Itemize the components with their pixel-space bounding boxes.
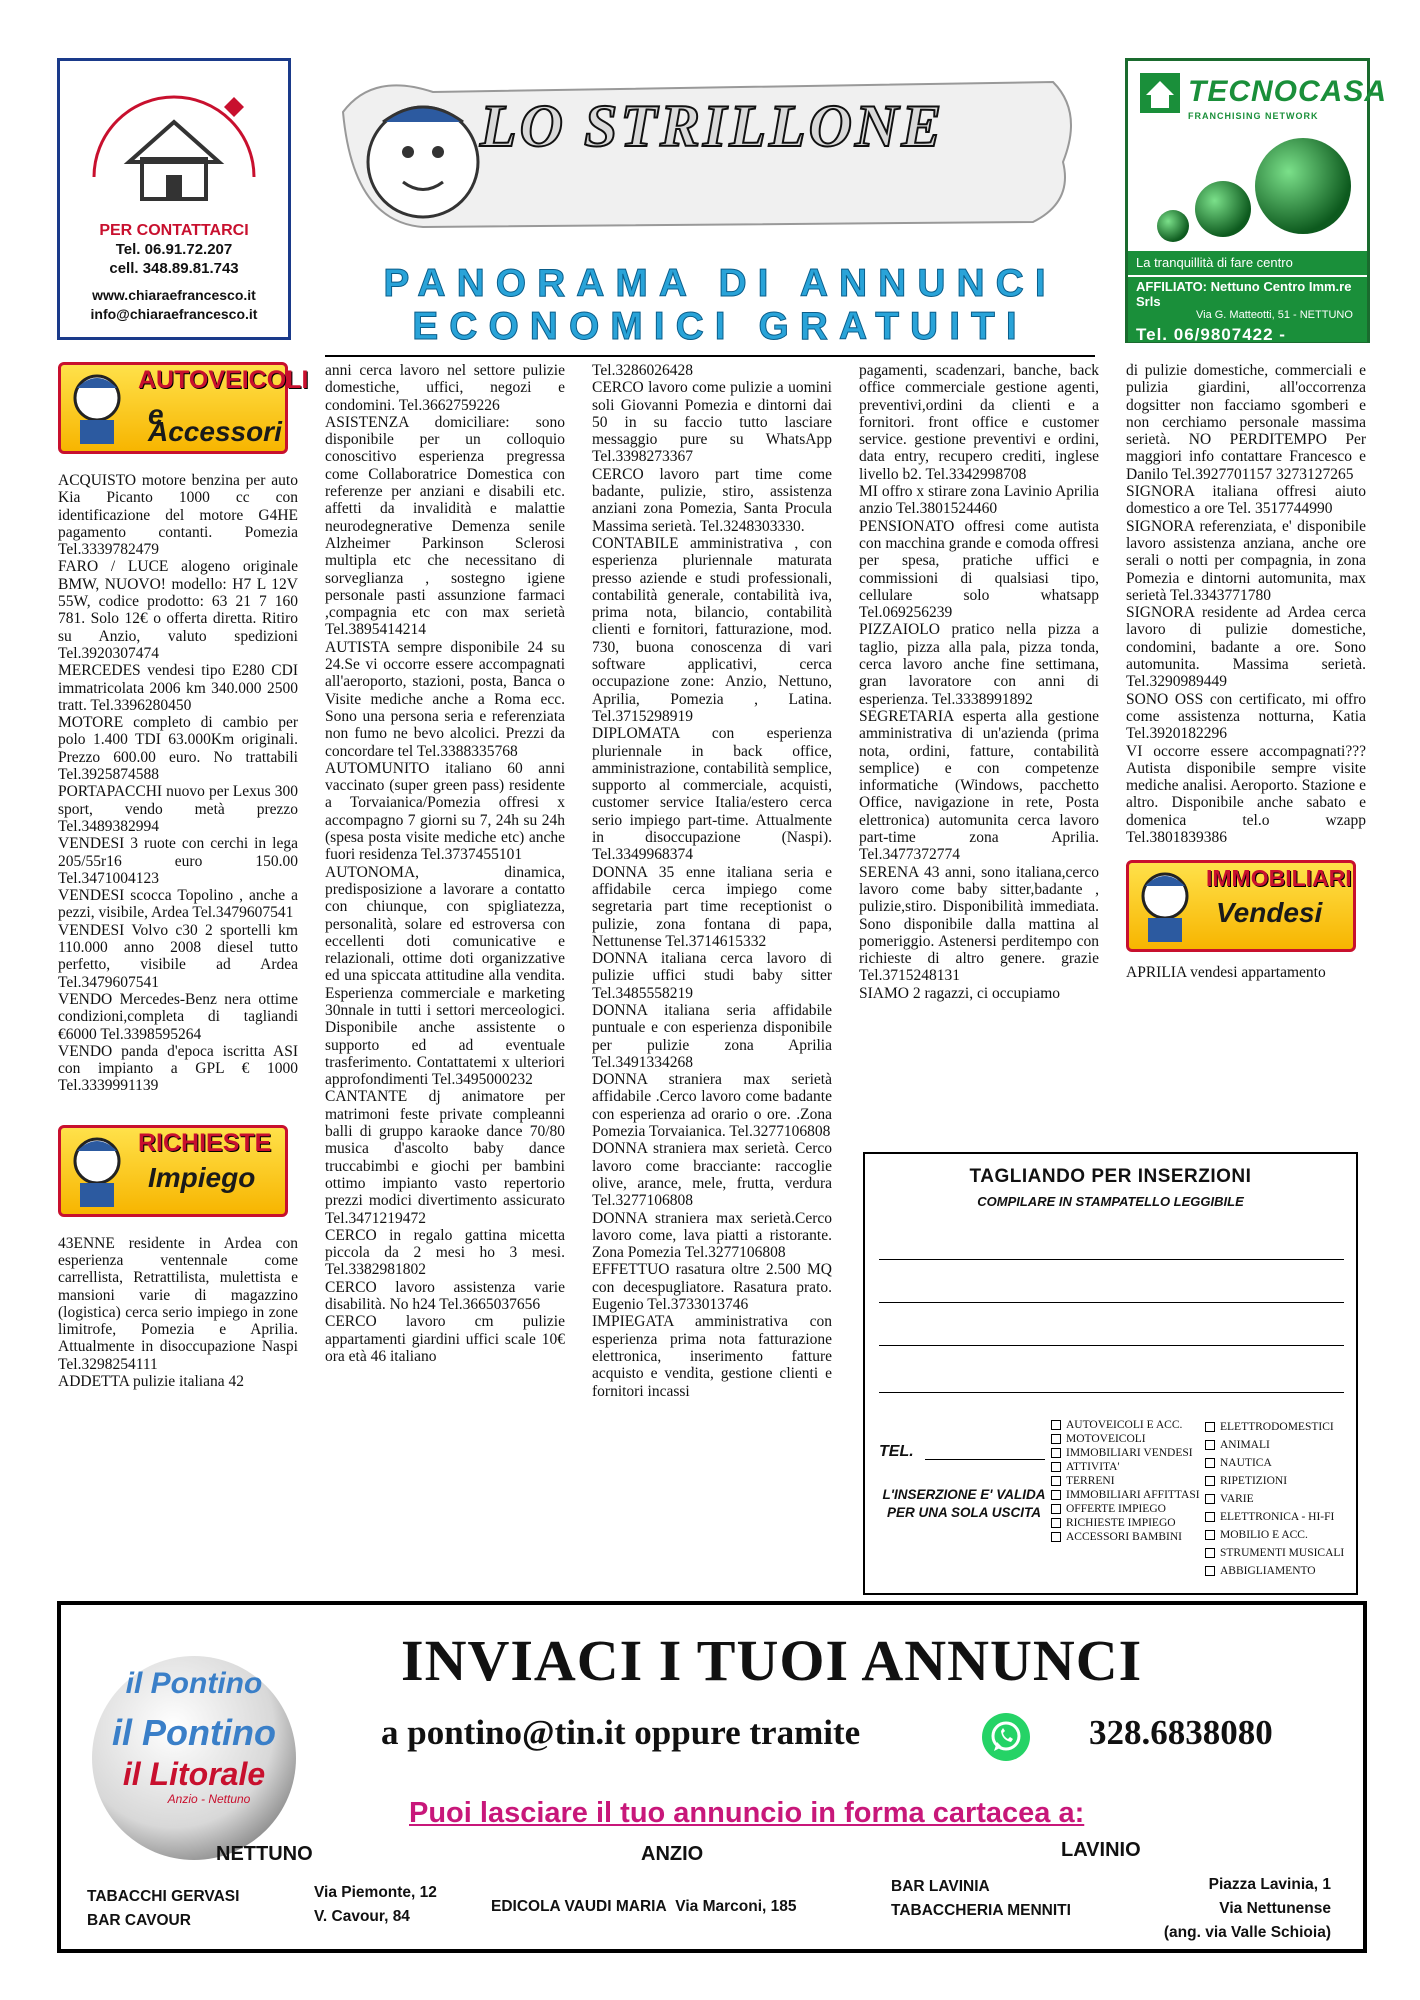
chiara-cell: cell. 348.89.81.743 (109, 260, 239, 277)
section-header-autoveicoli (58, 362, 309, 454)
mascot-icon (62, 368, 132, 448)
ball-text: il Pontino (112, 1712, 276, 1753)
city-lavinio: LAVINIO (1061, 1839, 1141, 1861)
category-checkbox[interactable]: ANIMALI (1205, 1436, 1344, 1454)
section-title: IMMOBILIARI (1206, 865, 1352, 892)
tecnocasa-house-icon (1138, 71, 1182, 115)
category-checkbox[interactable]: ACCESSORI BAMBINI (1051, 1530, 1200, 1544)
ad-item: DONNA italiana seria affidabile puntuale e con esperienza disponibile per pulizie zona Aprilia Tel.3491334268 (592, 1001, 832, 1071)
category-checkbox[interactable]: MOTOVEICOLI (1051, 1432, 1200, 1446)
ad-item: CERCO lavoro cm pulizie appartamenti giardini uffici scale 10€ ora età 46 italiano (325, 1313, 565, 1365)
section-header-richieste (58, 1125, 298, 1217)
ad-item: AUTONOMA, dinamica, predisposizione a lavorare a contatto con chiunque, con spigliatezza, personalità, solare ed estroversa con eccellenti doti comunicative e relazionali, ottime doti organizzative ed una spiccata attitudine alla vendita. Esperienza commerciale e marketing 30nnale in tutti i settori merceologici. Disponibile anche assistente o supporto ed ad eventuale trasferimento. Contattatemi x ulteriori approfondimenti Tel.3495000232 (325, 863, 565, 1089)
footer-cartacea: Puoi lasciare il tuo annuncio in forma cartacea a: (409, 1797, 1085, 1829)
ad-item: AUTISTA sempre disponibile 24 su 24.Se vi occorre essere accompagnati all'aeroporto, stazioni, posta, Banca o Visite mediche anche a Roma ecc. Sono una persona seria e referenziata non fumo ne bevo alcolici. Prezzi da concordare tel Tel.3388335768 (325, 638, 565, 760)
coupon-note: L'INSERZIONE E' VALIDA PER UNA SOLA USCITA (882, 1487, 1046, 1520)
category-checkbox[interactable]: RIPETIZIONI (1205, 1472, 1344, 1490)
ad-item: CERCO lavoro come pulizie a uomini soli Giovanni Pomezia e dintorni dai 50 in su faccio tutto lasciare messaggio pure su WhatsApp Tel.3398273367 (592, 379, 832, 466)
ad-item: CERCO lavoro assistenza varie disabilità. No h24 Tel.3665037656 (325, 1278, 565, 1314)
footer-banner (57, 1601, 1367, 1953)
ad-item: VENDESI 3 ruote con cerchi in lega 205/55r16 euro 150.00 Tel.3471004123 (58, 835, 298, 887)
category-checkbox[interactable]: IMMOBILIARI VENDESI (1051, 1446, 1200, 1460)
ad-item: ADDETTA pulizie italiana 42 (58, 1373, 244, 1391)
column-5 (1126, 362, 1366, 982)
ad-item: MI offro x stirare zona Lavinio Aprilia anzio Tel.3801524460 (859, 483, 1099, 518)
subtitle-line2: ECONOMICI GRATUITI (412, 305, 1028, 348)
ad-item: SIGNORA italiana offresi aiuto domestico a ore Tel. 3517744990 (1126, 483, 1366, 518)
mascot-icon (62, 1131, 132, 1211)
ad-item: SEGRETARIA esperta alla gestione amministrativa di un'azienda (prima nota, ordini, fatture, contabilità semplice) e con competenze informatiche (Windows, pacchetto Office, navigazione in rete, Posta elettronica) automunita cerca lavoro part-time zona Aprilia. Tel.3477372774 (859, 707, 1099, 864)
ad-item: EFFETTUO rasatura oltre 2.500 MQ con decespugliatore. Rasatura prato. Eugenio Tel.3733013746 (592, 1261, 832, 1314)
section-header-immobiliari (1126, 860, 1366, 952)
lavinio-addresses: Piazza Lavinia, 1 Via Nettunense (ang. via Valle Schioia) (1163, 1876, 1331, 1941)
coupon-tel-label: TEL. (879, 1443, 914, 1460)
category-checkbox[interactable]: IMMOBILIARI AFFITTASI (1051, 1488, 1200, 1502)
nettuno-shops: TABACCHI GERVASI BAR CAVOUR (87, 1888, 240, 1929)
coupon-categories-right (1205, 1418, 1344, 1580)
footer-phone[interactable]: 328.6838080 (1089, 1713, 1273, 1752)
tecnocasa-affiliato: AFFILIATO: Nettuno Centro Imm.re Srls (1136, 279, 1352, 309)
ad-item: PORTAPACCHI nuovo per Lexus 300 sport, vendo metà prezzo Tel.3489382994 (58, 783, 298, 835)
category-checkbox[interactable]: TERRENI (1051, 1474, 1200, 1488)
tecnocasa-address: Via G. Matteotti, 51 - NETTUNO (1196, 309, 1353, 321)
category-checkbox[interactable]: RICHIESTE IMPIEGO (1051, 1516, 1200, 1530)
ball-text: Anzio - Nettuno (167, 1792, 251, 1806)
tecnocasa-phones: Tel. 06/9807422 - 06/9808026 (1136, 325, 1286, 364)
coupon-write-line[interactable] (879, 1302, 1344, 1303)
city-nettuno: NETTUNO (216, 1843, 313, 1865)
coupon-write-line[interactable] (879, 1392, 1344, 1393)
ad-item: CERCO in regalo gattina micetta piccola da 2 mesi ho 3 mesi. Tel.3382981802 (325, 1226, 565, 1279)
chiara-francesco-logo (74, 67, 274, 217)
coupon-categories-left (1051, 1418, 1200, 1544)
ad-item: APRILIA vendesi appartamento (1126, 964, 1326, 982)
category-checkbox[interactable]: OFFERTE IMPIEGO (1051, 1502, 1200, 1516)
ad-item: DONNA italiana cerca lavoro di pulizie uffici studi baby sitter Tel.3485558219 (592, 950, 832, 1002)
ad-item: SERENA 43 anni, sono italiana,cerco lavoro come baby sitter,badante , pulizie,stiro. Disponibilità immediata. Sono disponibile dalla mattina al pomeriggio. Astenersi perditempo con richieste di altro genere. grazie Tel.3715248131 (859, 863, 1099, 985)
section-title: RICHIESTE (138, 1128, 272, 1157)
ad-item: MOTORE completo di cambio per polo 1.400 TDI 63.000Km originali. Prezzo 600.00 euro. No trattabili Tel.3925874588 (58, 714, 298, 784)
ad-item: PIZZAIOLO pratico nella pizza a taglio, pizza alla pala, pizza tonda, cerca lavoro anche fine settimana, gran lavoratore con anni di esperienza. Tel.3338991892 (859, 621, 1099, 708)
ad-item: 43ENNE residente in Ardea con esperienza ventennale come carrellista, Retrattilista, mulettista e mansioni varie di magazzino (logistica) cerca serio impiego in zone limitrofe, Pomezia e Aprilia. Attualmente in disoccupazione Naspi Tel.3298254111 (58, 1234, 298, 1373)
ad-item: di pulizie domestiche, commerciali e pulizia giardini, all'occorrenza dogsitter non facciamo sgomberi e non cerchiamo personale massima serietà. NO PERDITEMPO Per maggiori info contattare Francesco e Danilo Tel.3927701157 3273127265 (1126, 362, 1366, 483)
category-checkbox[interactable]: MOBILIO E ACC. (1205, 1526, 1344, 1544)
ad-item: DONNA straniera max serietà.Cerco lavoro come, lava piatti a ristorante. Zona Pomezia Tel.3277106808 (592, 1209, 832, 1262)
masthead-subtitle (360, 262, 1080, 348)
chiara-website[interactable]: www.chiaraefrancesco.it (92, 287, 256, 303)
masthead-title: LO STRILLONE (480, 93, 945, 159)
ad-item: Tel.3286026428 (592, 362, 693, 379)
ad-item: DONNA 35 enne italiana seria e affidabile cerca impiego come segretaria part time receptionist o pulizie, zona fontana di papa, Nettunense Tel.3714615332 (592, 863, 832, 950)
chiara-email[interactable]: info@chiaraefrancesco.it (90, 306, 258, 322)
mascot-icon (1130, 866, 1200, 946)
ad-item: VENDO Mercedes-Benz nera ottime condizioni,completa di tagliandi €6000 Tel.3398595264 (58, 990, 298, 1043)
ad-item: CANTANTE dj animatore per matrimoni feste private compleanni balli di gruppo karaoke dance 70/80 musica d'ascolto baby dance truccabimbi e giochi per bambini ottimo impianto vasto repertorio prezzi modici divertimento assicurato Tel.3471219472 (325, 1088, 565, 1227)
anzio-shop: EDICOLA VAUDI MARIA Via Marconi, 185 (491, 1898, 797, 1915)
column-3 (592, 362, 832, 1400)
ad-item: ASISTENZA domiciliare: sono disponibile per un colloquio conoscitivo esperienza pregressa come Collaboratrice Domestica con referenze per anziani e disabili etc. affetti da invalidità e malattie neurodegnerative Demenza senile Alzheimer Parkinson Sclerosi multipla etc che necessitano di sorveglianza , sostegno igiene personale pasti assunzione farmaci ,compagnia etc con max serietà Tel.3895414214 (325, 413, 565, 639)
ad-item: IMPIEGATA amministrativa con esperienza prima nota fatturazione elettronica, inserimento fatture acquisto e vendita, gestione clienti e fornitori incassi (592, 1313, 832, 1400)
ad-item: VI occorre essere accompagnati??? Autista disponibile sempre visite mediche analisi. Aeroporto. Stazione e altro. Disponibile anche sabato e domenica tel.o wzapp Tel.3801839386 (1126, 742, 1366, 847)
ad-item: ACQUISTO motore benzina per auto Kia Picanto 1000 cc con identificazione del motore G4HE pagamento contanti. Pomezia Tel.3339782479 (58, 472, 298, 559)
footer-email-line[interactable]: a pontino@tin.it oppure tramite (381, 1713, 861, 1752)
header-rule (325, 355, 1095, 357)
ad-item: DIPLOMATA con esperienza pluriennale in back office, amministrazione, contabilità semplice, supporto al commerciale, acquisti, customer service Italia/estero cerca serio impiego part-time. Attualmente in disoccupazione (Naspi). Tel.3349968374 (592, 725, 832, 864)
section-subtitle: Impiego (148, 1161, 256, 1193)
ad-item: SONO OSS con certificato, mi offro come assistenza notturna, Katia Tel.3920182296 (1126, 690, 1366, 743)
ad-item: SIAMO 2 ragazzi, ci occupiamo (859, 984, 1061, 1002)
coupon-write-line[interactable] (879, 1345, 1344, 1346)
section-title: AUTOVEICOLI (138, 366, 309, 394)
coupon-tel-field[interactable] (925, 1459, 1045, 1460)
ad-item: SIGNORA residente ad Ardea cerca lavoro di pulizie domestiche, condomini, badante a ore. Sono automunita. Massima serietà. Tel.3290989449 (1126, 604, 1366, 691)
ad-item: PENSIONATO offresi come autista con macchina grande e comoda offresi per spesa, pratiche uffici e commissioni di qualsiasi tipo, cellulare solo whatsapp Tel.069256239 (859, 517, 1099, 622)
city-anzio: ANZIO (641, 1843, 704, 1865)
coupon-title: TAGLIANDO PER INSERZIONI (969, 1166, 1252, 1187)
ad-item: SIGNORA referenziata, e' disponibile lavoro assistenza anziana, anche ore serali o notti per compagnia, in zona Pomezia e dintorni automunita, max serietà Tel.3343771780 (1126, 517, 1366, 604)
category-checkbox[interactable]: ELETTRODOMESTICI (1205, 1418, 1344, 1436)
ad-item: CONTABILE amministrativa , con esperienza pluriennale maturata presso aziende e studi professionali, contabilità generale, contabilità iva, prima nota, bilancio, contabilità clienti e fornitori, fatturazione, mod. 730, buona conoscenza di vari software applicativi, cerca occupazione zone: Anzio, Nettuno, Aprilia, Pomezia , Latina. Tel.3715298919 (592, 534, 832, 725)
category-checkbox[interactable]: ABBIGLIAMENTO (1205, 1562, 1344, 1580)
ad-item: VENDESI scocca Topolino , anche a pezzi, visibile, Ardea Tel.3479607541 (58, 887, 298, 922)
column-1 (58, 362, 309, 1391)
column-4 (859, 362, 1099, 1002)
contact-label: PER CONTATTARCI (99, 222, 249, 239)
ball-text: il Litorale (122, 1756, 266, 1792)
tecnocasa-brand: TECNOCASA (1188, 75, 1388, 108)
ad-item: VENDESI Volvo c30 2 sportelli km 110.000 anno 2008 diesel tutto perfetto, visibile ad Ardea Tel.3479607541 (58, 921, 298, 991)
ad-item: anni cerca lavoro nel settore pulizie domestiche, uffici, negozi e condomini. Tel.3662759226 (325, 362, 565, 414)
section-subtitle: Vendesi (1216, 897, 1323, 929)
nettuno-addresses: Via Piemonte, 12 V. Cavour, 84 (314, 1884, 437, 1925)
tecnocasa-motto: La tranquillità di fare centro (1128, 251, 1367, 275)
category-checkbox[interactable]: NAUTICA (1205, 1454, 1344, 1472)
tecnocasa-sub: FRANCHISING NETWORK (1188, 111, 1319, 121)
ad-item: pagamenti, scadenzari, banche, back office commerciale gestione agenti, preventivi,ordini da clienti e a fornitori. front office e customer service. gestione preventivi e ordini, data entry, recupero crediti, inglese livello b2. Tel.3342998708 (859, 362, 1099, 483)
ad-item: FARO / LUCE alogeno originale BMW, NUOVO! modello: H7 L 12V 55W, codice prodotto: 63 21 7 160 781. Solo 12€ o offerta diretta. Ritiro su Anzio, valuto spedizioni Tel.3920307474 (58, 558, 298, 662)
green-balls-icon (1128, 131, 1373, 251)
coupon-subtitle: COMPILARE IN STAMPATELLO LEGGIBILE (977, 1194, 1244, 1209)
ad-item: AUTOMUNITO italiano 60 anni vaccinato (super green pass) residente a Torvaianica/Pomezia offresi x accompagno 7 giorni su 7, 24h su 24h (spesa posta visite mediche etc) anche fuori residenza Tel.3737455101 (325, 759, 565, 864)
il-pontino-ball-logo (89, 1653, 299, 1863)
category-checkbox[interactable]: AUTOVEICOLI E ACC. (1051, 1418, 1200, 1432)
chiara-francesco-ad (57, 58, 291, 340)
section-subtitle: e Accessori (148, 399, 282, 448)
category-checkbox[interactable]: VARIE (1205, 1490, 1344, 1508)
ad-item: DONNA straniera max serietà affidabile .Cerco lavoro come badante con esperienza ad orario o ore. .Zona Pomezia Torvaianica. Tel.3277106808 (592, 1071, 832, 1141)
column-2 (325, 362, 565, 1365)
chiara-tel: Tel. 06.91.72.207 (115, 241, 233, 258)
lavinio-shops: BAR LAVINIA TABACCHERIA MENNITI (891, 1878, 1071, 1919)
ad-item: DONNA straniera max serietà. Cerco lavoro come bracciante: raccoglie olive, arance, mele, frutta, verdura Tel.3277106808 (592, 1140, 832, 1210)
tecnocasa-ad (1125, 58, 1388, 364)
category-checkbox[interactable]: ATTIVITA' (1051, 1460, 1200, 1474)
insertion-coupon (863, 1152, 1358, 1595)
category-checkbox[interactable]: STRUMENTI MUSICALI (1205, 1544, 1344, 1562)
strillone-mascot-icon (368, 107, 478, 217)
ad-item: MERCEDES vendesi tipo E280 CDI immatricolata 2006 km 340.000 2500 tratt. Tel.3396280450 (58, 662, 298, 714)
whatsapp-icon[interactable] (980, 1711, 1032, 1763)
ad-item: VENDO panda d'epoca iscritta ASI con impianto a GPL € 1000 Tel.3339991139 (58, 1042, 298, 1095)
coupon-write-line[interactable] (879, 1259, 1344, 1260)
ad-item: CERCO lavoro part time come badante, pulizie, stiro, assistenza anziani zona Pomezia, Santa Procula Massima serietà. Tel.3248303330. (592, 465, 832, 535)
ball-text: il Pontino (125, 1667, 263, 1700)
category-checkbox[interactable]: ELETTRONICA - HI-FI (1205, 1508, 1344, 1526)
subtitle-line1: PANORAMA DI ANNUNCI (383, 262, 1057, 305)
footer-title: INVIACI I TUOI ANNUNCI (401, 1628, 1143, 1693)
